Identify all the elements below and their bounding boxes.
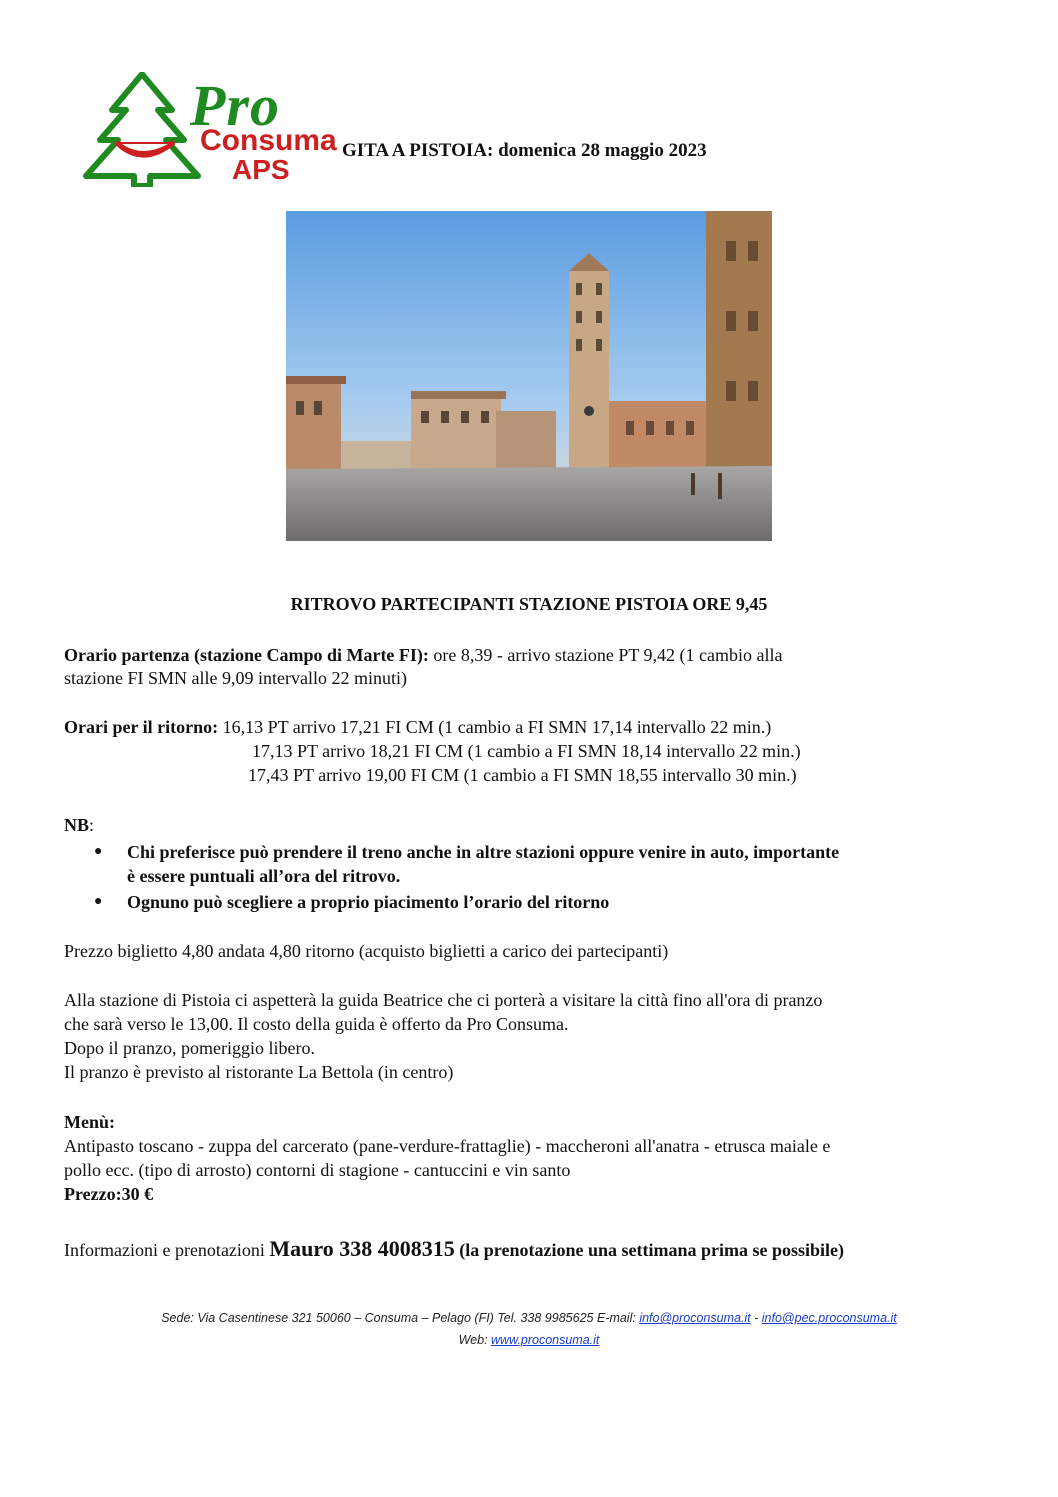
guide-line-1: Alla stazione di Pistoia ci aspetterà la guida Beatrice che ci porterà a visitare la città fino all'ora di pranzo [64,990,823,1010]
departure-line-1 [64,644,783,666]
return-row-2: 17,13 PT arrivo 18,21 FI CM (1 cambio a FI SMN 18,14 intervallo 22 min.) [252,741,801,761]
footer-address: Sede: Via Casentinese 321 50060 – Consuma – Pelago (FI) Tel. 338 9985625 E-mail: [161,1311,640,1325]
info-suffix: (la prenotazione una settimana prima se possibile) [454,1240,844,1260]
return-row-1: 16,13 PT arrivo 17,21 FI CM (1 cambio a FI SMN 17,14 intervallo 22 min.) [218,717,772,737]
return-row-3: 17,43 PT arrivo 19,00 FI CM (1 cambio a FI SMN 18,55 intervallo 30 min.) [248,765,797,785]
lunch-line: Il pranzo è previsto al ristorante La Bettola (in centro) [64,1062,454,1082]
footer-web-line [0,1333,1058,1347]
guide-line-2: che sarà verso le 13,00. Il costo della guida è offerto da Pro Consuma. [64,1014,569,1034]
menu-line-2: pollo ecc. (tipo di arrosto) contorni di stagione - cantuccini e vin santo [64,1160,571,1180]
nb-label: NB [64,815,90,835]
info-contact: Mauro 338 4008315 [269,1236,455,1261]
return-line-1 [64,716,771,738]
page-title: GITA A PISTOIA: domenica 28 maggio 2023 [342,140,707,161]
pine-tree-icon [82,72,202,187]
footer-sep: - [750,1311,762,1325]
menu-line-1: Antipasto toscano - zuppa del carcerato (pane-verdure-frattaglie) - maccheroni all'anatra - etrusca maiale e [64,1136,831,1156]
bullet-icon: ● [94,894,103,909]
nb-colon: : [89,815,95,835]
logo-text-pro: Pro [190,73,280,138]
footer-pec-link[interactable]: info@pec.proconsuma.it [761,1311,897,1325]
return-label: Orari per il ritorno: [64,717,219,737]
nb-item-1-text: Chi preferisce può prendere il treno anche in altre stazioni oppure venire in auto, importante [127,842,840,862]
guide-line-3: Dopo il pranzo, pomeriggio libero. [64,1038,315,1058]
departure-line-2: stazione FI SMN alle 9,09 intervallo 22 minuti) [64,668,407,688]
logo-text-aps: APS [232,154,290,185]
nb-item-2-text: Ognuno può scegliere a proprio piacimento l’orario del ritorno [127,892,610,912]
meeting-heading: RITROVO PARTECIPANTI STAZIONE PISTOIA ORE 9,45 [290,594,768,614]
nb-label-row [64,814,94,836]
logo-text-consuma: Consuma [200,124,337,157]
footer-email-link[interactable]: info@proconsuma.it [639,1311,751,1325]
departure-label: Orario partenza (stazione Campo di Marte FI): [64,645,429,665]
footer-web-label: Web: [458,1333,492,1347]
info-line [64,1235,844,1264]
departure-text: ore 8,39 - arrivo stazione PT 9,42 (1 cambio alla [428,645,783,665]
footer-address-line [0,1311,1058,1325]
proconsuma-logo [82,72,337,187]
nb-item-1-text-cont: è essere puntuali all’ora del ritrovo. [127,866,401,886]
ticket-price: Prezzo biglietto 4,80 andata 4,80 ritorno (acquisto biglietti a carico dei partecipanti) [64,941,669,961]
menu-price: Prezzo:30 € [64,1184,154,1204]
info-prefix: Informazioni e prenotazioni [64,1240,270,1260]
menu-label: Menù: [64,1112,115,1132]
bullet-icon: ● [94,844,103,859]
footer-web-link[interactable]: www.proconsuma.it [491,1333,600,1347]
pistoia-square-photo [286,211,772,541]
